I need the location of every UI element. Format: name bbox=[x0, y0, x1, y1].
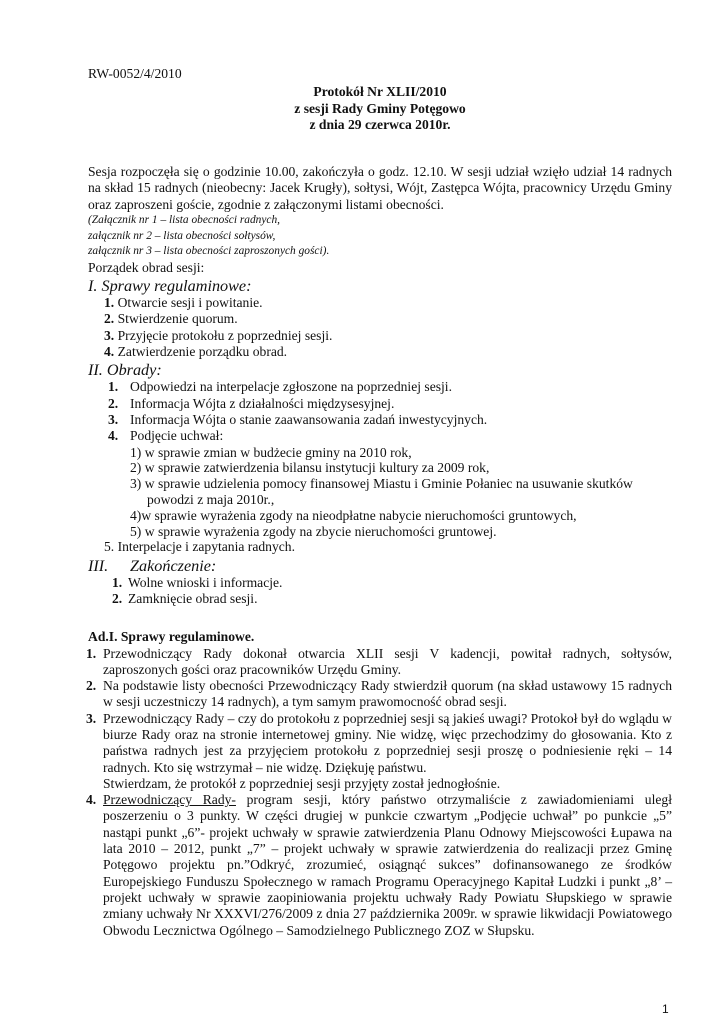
list-item bbox=[88, 412, 672, 428]
item-text: Informacja Wójta o stanie zaawansowania zadań inwestycyjnych. bbox=[130, 411, 488, 427]
item-text: Informacja Wójta z działalności międzysesyjnej. bbox=[130, 395, 395, 411]
resolution-item: 2) w sprawie zatwierdzenia bilansu instytucji kultury za 2009 rok, bbox=[130, 460, 490, 476]
item-number: 2. bbox=[108, 395, 119, 411]
item-number: 3. bbox=[104, 327, 115, 343]
resolution-item: 1) w sprawie zmian w budżecie gminy na 2010 rok, bbox=[130, 444, 412, 460]
speaker-label: Przewodniczący Rady- bbox=[103, 792, 236, 808]
item-text: Zatwierdzenie porządku obrad. bbox=[117, 344, 288, 360]
list-item bbox=[88, 575, 672, 591]
paragraph-text: program sesji, który państwo otrzymaliście z zawiadomieniami uległ poszerzeniu o 3 punkty. W części drugiej w punkcie czwartym „Podjęcie uchwał” po punkcie „5” nastąpi punkt „6”- projekt uchwały w sprawie zatwierdzenia Planu Odnowy Miejscowości Łupawa na lata 2010 – 2012, punkt „7” – projekt uchwały w sprawie zatwierdzenia do realizacji przez Gminę Potęgowo projektu pn.”Odkryć, zrozumieć, osiągnąć sukces” dofinansowanego ze środków Europejskiego Funduszu Społecznego w ramach Programu Operacyjnego Kapitał Ludzki i punkt „8’ – projekt uchwały w sprawie zaopiniowania projektu uchwały Rady Powiatu Słupskiego w sprawie zmiany uchwały Nr XXXVI/276/2009 z dnia 27 października 2009r. w sprawie likwidacji Powiatowego Obwodu Lecznictwa Ogólnego – Samodzielnego Publicznego ZOZ w Słupsku. bbox=[103, 792, 672, 938]
numbered-paragraph bbox=[88, 678, 672, 711]
section-3-list bbox=[88, 575, 672, 608]
list-item bbox=[88, 591, 672, 607]
document-page bbox=[88, 66, 672, 939]
item-text: Wolne wnioski i informacje. bbox=[128, 574, 283, 590]
item-number: 1. bbox=[108, 379, 119, 395]
section-3-title: Zakończenie: bbox=[130, 556, 217, 575]
paragraph-number: 1. bbox=[86, 645, 97, 661]
item-number: 4. bbox=[104, 344, 115, 360]
resolution-item: 3) w sprawie udzielenia pomocy finansowej Miastu i Gminie Połaniec na usuwanie skutków bbox=[130, 476, 633, 492]
paragraph-number: 4. bbox=[86, 792, 97, 808]
paragraph-text: Przewodniczący Rady dokonał otwarcia XLII sesji V kadencji, powitał radnych, sołtysów, zaproszonych gości oraz pracowników Urzędu Gminy. bbox=[103, 645, 672, 677]
numbered-paragraph bbox=[88, 646, 672, 679]
item-number: 1. bbox=[104, 295, 115, 311]
title-line-3: z dnia 29 czerwca 2010r. bbox=[309, 116, 451, 132]
list-item bbox=[88, 428, 672, 444]
item-number: 2. bbox=[112, 590, 123, 606]
title-line-1: Protokół Nr XLII/2010 bbox=[313, 84, 447, 100]
section-2-heading: II. Obrady: bbox=[88, 361, 162, 380]
resolutions-list bbox=[88, 445, 672, 540]
item-number: 3. bbox=[108, 411, 119, 427]
list-item bbox=[88, 311, 672, 327]
intro-paragraph: Sesja rozpoczęła się o godzinie 10.00, zakończyła o godz. 12.10. W sesji udział wzięło udział 14 radnych na skład 15 radnych (nieobecny: Jacek Krugły), sołtysi, Wójt, Zastępca Wójta, pracownicy Urzędu Gminy oraz zaproszeni goście, zgodnie z załączonymi listami obecności. bbox=[88, 164, 672, 212]
attachment-line: (Załącznik nr 1 – lista obecności radnych, bbox=[88, 214, 281, 227]
paragraph-text: Przewodniczący Rady – czy do protokołu z poprzedniej sesji są jakieś uwagi? Protokoł był do wglądu w biurze Rady oraz na stronie internetowej gminy. Nie widzę, więc przechodzimy do głosowania. Kto z państwa radnych jest za przyjęciem protokołu z poprzedniej sesji proszę o podniesienie ręki – 14 radnych. Kto się wstrzymał – nie widzę. Dziękuję państwu. bbox=[103, 710, 672, 775]
section-2-list bbox=[88, 379, 672, 555]
ad-section-heading: Ad.I. Sprawy regulaminowe. bbox=[88, 629, 255, 645]
resolution-item-continuation: powodzi z maja 2010r., bbox=[147, 491, 275, 507]
item-text: Odpowiedzi na interpelacje zgłoszone na poprzedniej sesji. bbox=[130, 379, 452, 395]
resolution-item: 5) w sprawie wyrażenia zgody na zbycie nieruchomości gruntowej. bbox=[130, 523, 497, 539]
section-3-number: III. bbox=[88, 556, 109, 575]
list-item bbox=[88, 295, 672, 311]
item-number: 1. bbox=[112, 574, 123, 590]
document-reference: RW-0052/4/2010 bbox=[88, 66, 182, 81]
attachment-line: załącznik nr 3 – lista obecności zaproszonych gości). bbox=[88, 245, 330, 258]
item-text: Zamknięcie obrad sesji. bbox=[128, 590, 258, 606]
list-item bbox=[88, 328, 672, 344]
section-3-heading bbox=[88, 557, 672, 575]
resolution-item: 4)w sprawie wyrażenia zgody na nieodpłatne nabycie nieruchomości gruntowych, bbox=[130, 507, 577, 523]
attachment-list bbox=[88, 213, 672, 260]
list-item bbox=[88, 379, 672, 395]
page-number: 1 bbox=[662, 1002, 669, 1016]
list-item bbox=[88, 396, 672, 412]
section-1-list bbox=[88, 295, 672, 360]
item-number: 5. bbox=[104, 539, 115, 555]
item-text: Interpelacje i zapytania radnych. bbox=[117, 539, 295, 555]
agenda-label: Porządek obrad sesji: bbox=[88, 259, 205, 275]
item-text: Przyjęcie protokołu z poprzedniej sesji. bbox=[117, 327, 333, 343]
item-text: Stwierdzenie quorum. bbox=[117, 311, 238, 327]
item-number: 4. bbox=[108, 428, 119, 444]
paragraph-number: 3. bbox=[86, 710, 97, 726]
numbered-paragraph bbox=[88, 711, 672, 792]
section-1-heading: I. Sprawy regulaminowe: bbox=[88, 277, 252, 296]
list-item bbox=[88, 539, 672, 555]
numbered-paragraph bbox=[88, 792, 672, 939]
item-text: Otwarcie sesji i powitanie. bbox=[117, 295, 263, 311]
list-item bbox=[88, 344, 672, 360]
attachment-line: załącznik nr 2 – lista obecności sołtysów, bbox=[88, 229, 276, 242]
document-title bbox=[88, 84, 672, 133]
paragraph-continuation: Stwierdzam, że protokół z poprzedniej sesji przyjęty został jednogłośnie. bbox=[103, 775, 501, 791]
item-number: 2. bbox=[104, 311, 115, 327]
paragraph-number: 2. bbox=[86, 678, 97, 694]
item-text: Podjęcie uchwał: bbox=[130, 428, 224, 444]
paragraph-text: Na podstawie listy obecności Przewodniczący Rady stwierdził quorum (na skład ustawowy 15 radnych w sesji uczestniczy 14 radnych), a tym samym prawomocność obrad sesji. bbox=[103, 678, 672, 710]
title-line-2: z sesji Rady Gminy Potęgowo bbox=[294, 100, 466, 116]
